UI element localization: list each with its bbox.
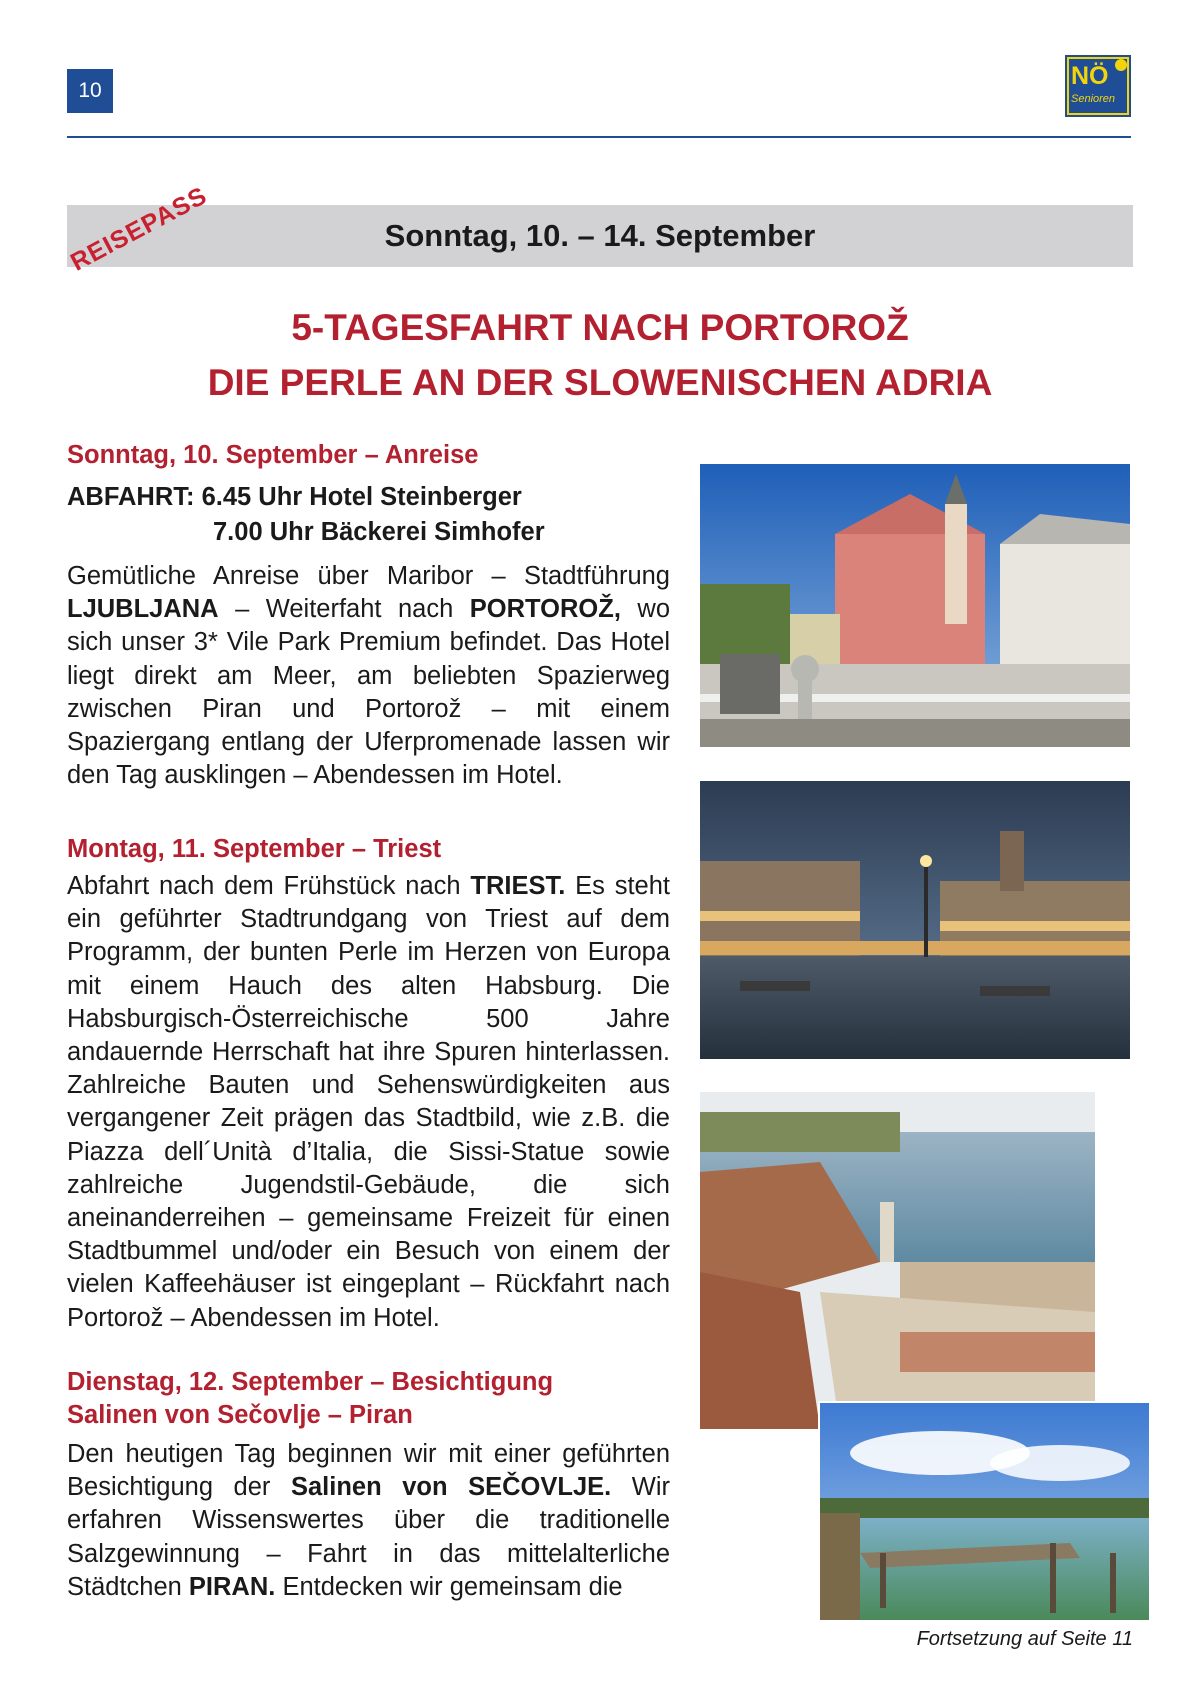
logo-text: NÖ (1071, 62, 1109, 90)
day1-text-2: – Weiterfaht nach (218, 595, 470, 624)
photo-triest (700, 781, 1130, 1059)
noe-senioren-logo (1065, 55, 1131, 117)
day3-piran: PIRAN. (188, 1572, 276, 1601)
departure-label: ABFAHRT: (67, 483, 195, 511)
departure-line-2: 7.00 Uhr Bäckerei Simhofer (213, 518, 545, 546)
day1-portoroz: PORTOROŽ, (469, 595, 621, 624)
photo-ljubljana (700, 464, 1130, 747)
departure-line-1 (67, 480, 670, 515)
day3-text-1: Den heutigen Tag beginnen wir mit einer geführten Besichtigung der (67, 1440, 670, 1502)
title-line-2: DIE PERLE AN DER SLOWENISCHEN ADRIA (207, 362, 993, 403)
day1-text (67, 560, 670, 792)
logo-subtext: Senioren (1071, 93, 1116, 105)
day2-heading: Montag, 11. September – Triest (67, 835, 442, 863)
day3-text-2: Wir erfahren Wissenswertes über die traditionelle Salzgewinnung – Fahrt in das mittelalterliche Städtchen (67, 1473, 670, 1601)
day2-text (67, 870, 670, 1335)
reisepass-stamp: REISEPASS (66, 181, 212, 277)
header-divider (67, 136, 1131, 138)
day2-section (67, 833, 670, 1335)
day1-text-1: Gemütliche Anreise über Maribor – Stadtführung (67, 562, 670, 590)
day3-heading-1: Dienstag, 12. September – Besichtigung (67, 1368, 554, 1396)
day2-text-1: Abfahrt nach dem Frühstück nach (67, 872, 471, 900)
day2-text-2: Es steht ein geführter Stadtrundgang von Triest auf dem Programm, der bunten Perle im Herzen von Europa mit einem Hauch des alten Habsburg. Die Habsburgisch-Österreichische 500 Jahre andauernde Herrschaft hat ihre Spuren hinterlassen. Zahlreiche Bauten und Sehenswürdigkeiten aus vergangener Zeit prägen das Stadtbild, wie z.B. die Piazza dell´Unità d’Italia, die Sissi-Statue sowie zahlreiche Jugendstil-Gebäude, die sich aneinanderreihen – gemeinsame Freizeit für einen Stadtbummel und/oder ein Besuch von einem der vielen Kaffeehäuser ist eingeplant – Rückfahrt nach Portorož – Abendessen im Hotel. (67, 872, 670, 1332)
departure-time-1: 6.45 Uhr Hotel Steinberger (201, 483, 522, 511)
title-line-1: 5-TAGESFAHRT NACH PORTOROŽ (291, 307, 909, 348)
logo-dot (1115, 59, 1127, 71)
main-title (67, 300, 1133, 410)
day1-heading: Sonntag, 10. September – Anreise (67, 441, 479, 469)
day3-salinen: Salinen von SEČOVLJE. (290, 1473, 612, 1502)
day1-ljubljana: LJUBLJANA (67, 595, 219, 624)
photo-salinen (818, 1401, 1151, 1622)
day3-heading-2: Salinen von Sečovlje – Piran (67, 1401, 413, 1429)
day3-text (67, 1438, 670, 1604)
day1-text-3: wo sich unser 3* Vile Park Premium befindet. Das Hotel liegt direkt am Meer, am beliebten Spazierweg zwischen Piran und Portorož – mit einem Spaziergang entlang der Uferpromenade lassen wir den Tag ausklingen – Abendessen im Hotel. (67, 595, 670, 790)
photo-piran (700, 1092, 1095, 1429)
date-banner: Sonntag, 10. – 14. September (67, 205, 1133, 267)
day2-triest: TRIEST. (470, 872, 566, 900)
page-number: 10 (67, 69, 113, 113)
day1-section (67, 439, 670, 792)
continued-note: Fortsetzung auf Seite 11 (916, 1628, 1133, 1650)
day3-section (67, 1366, 670, 1604)
day3-text-3: Entdecken wir gemeinsam die (275, 1572, 623, 1601)
departure-info (67, 480, 670, 550)
